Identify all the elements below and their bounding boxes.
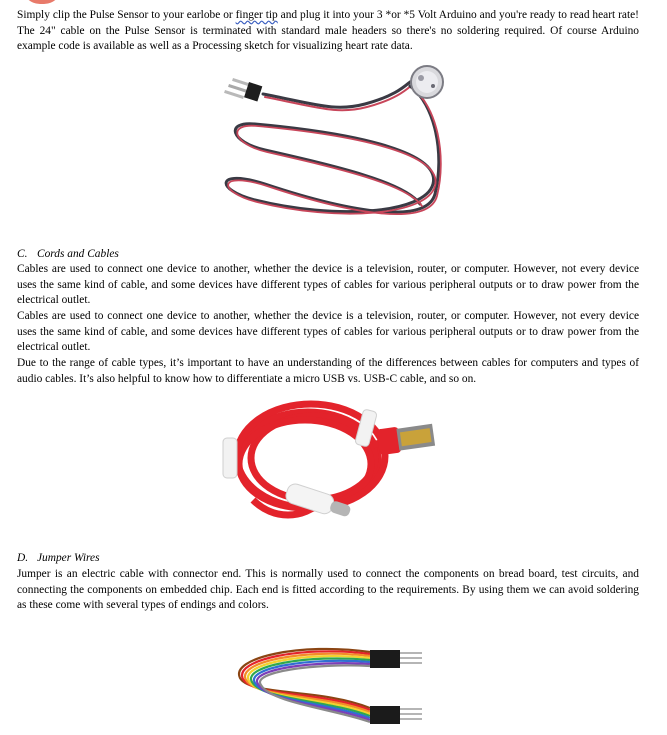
cables-paragraph-3: Due to the range of cable types, it’s important to have an understanding of the differences between cables for computers and types of audio cables. It’s also helpful to know how to differentiate a micro USB vs. USB-C cable, and so on. — [17, 357, 639, 385]
jumper-pins-top — [370, 650, 422, 668]
page-corner-decoration — [22, 0, 62, 4]
male-header-pins — [224, 78, 262, 102]
pulse-sensor-image — [205, 64, 455, 234]
rainbow-ribbon — [239, 649, 370, 722]
cables-paragraph-2: Cables are used to connect one device to another, whether the device is a television, router, or computer. However, not every device uses the same kind of cable, and some devices have different types of cables for various peripheral outputs or to draw power from the electrical outlet. — [17, 310, 639, 354]
cables-paragraph-1: Cables are used to connect one device to another, whether the device is a television, router, or computer. However, not every device uses the same kind of cable, and some devices have different types of cables for various peripheral outputs or to draw power from the electrical outlet. — [17, 263, 639, 307]
section-c-heading — [17, 247, 119, 263]
pulse-sensor-drawing — [205, 64, 455, 234]
pulse-sensor-paragraph: Simply clip the Pulse Sensor to your earlobe or finger tip and plug it into your 3 *or *5 Volt Arduino and you're ready to read heart rate! The 24" cable on the Pulse Sensor is terminated with standard male headers so there's no soldering required. Of course Arduino example code is available as well as a Processing sketch for visualizing heart rate data. — [17, 9, 639, 53]
section-d-title: Jumper Wires — [37, 552, 100, 564]
jumper-wires-image — [220, 638, 445, 728]
jumper-pins-bottom — [370, 706, 422, 724]
section-d-letter: D. — [17, 552, 29, 564]
spelling-error-mark[interactable]: finger tip — [235, 9, 278, 21]
usb-c-cable-image — [213, 390, 443, 538]
section-c-title: Cords and Cables — [37, 248, 119, 260]
jumper-wires-paragraph: Jumper is an electric cable with connector end. This is normally used to connect the components on bread board, test circuits, and connecting the components on embedded chip. Each end is fitted according to the requirements. By using them we can avoid soldering as these come with several types of endings and colors. — [17, 568, 639, 612]
section-d-heading — [17, 551, 100, 567]
section-c-letter: C. — [17, 248, 28, 260]
usb-c-cable-drawing — [213, 390, 443, 538]
jumper-wires-drawing — [220, 638, 445, 728]
pulse-sensor-disc — [411, 66, 443, 98]
pulse-sensor-cable — [226, 82, 441, 214]
cable-clip-left — [223, 438, 237, 478]
